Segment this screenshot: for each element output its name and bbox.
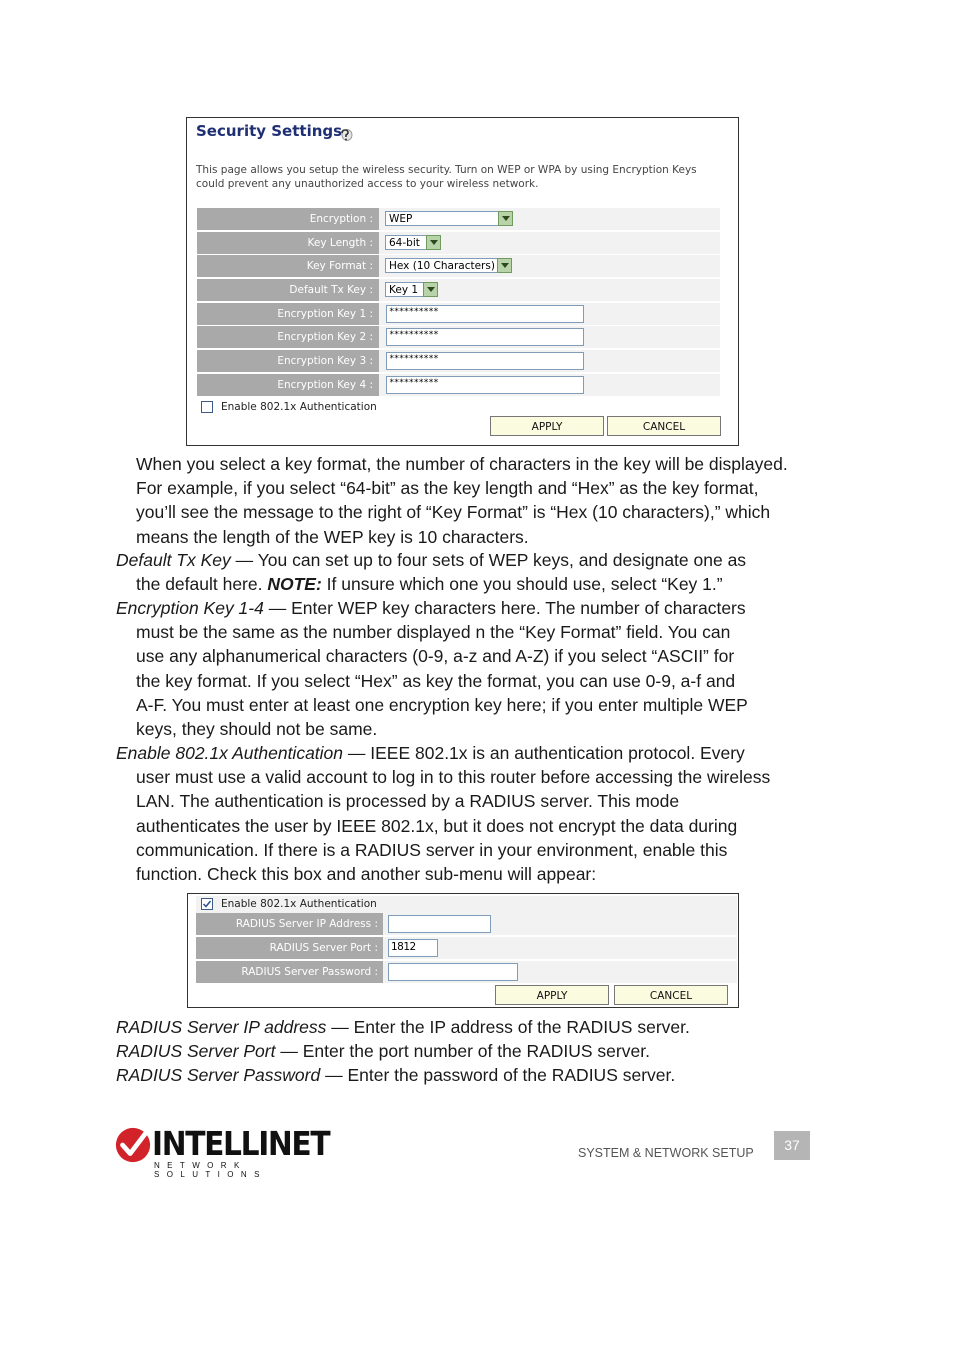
encryption-key-4-row [197,374,720,396]
encryption-key-1-input[interactable]: ********** [386,305,584,323]
chevron-down-icon[interactable] [497,258,512,273]
radius-enable-label: Enable 802.1x Authentication [221,898,377,910]
radius-password-input[interactable] [388,963,518,981]
radius-enable-checkbox[interactable] [201,898,213,910]
encryption-key-3-label: Encryption Key 3 : [197,350,379,372]
default-tx-key-select[interactable]: Key 1 [385,282,438,297]
radius-cancel-button[interactable]: CANCEL [614,985,728,1005]
enable-8021x-term: Enable 802.1x Authentication [116,743,344,763]
radius-port-row [196,937,737,959]
chevron-down-icon[interactable] [426,235,441,250]
key-length-row [197,232,720,254]
enable-8021x-checkbox[interactable] [201,401,213,413]
radius-password-term: RADIUS Server Password [116,1065,321,1086]
enable-8021x-label: Enable 802.1x Authentication [221,401,377,413]
radius-port-term: RADIUS Server Port [116,1041,276,1062]
key-length-label: Key Length : [197,232,379,254]
brand-name: INTELLINET [152,1124,330,1163]
encryption-key-term: Encryption Key 1-4 [116,598,264,618]
encryption-label: Encryption : [197,208,379,230]
encryption-key-paragraph: Encryption Key 1-4 — Enter WEP key characters here. The number of characters must be the same as the number displayed n the “Key Format” field. You can use any alphanumerical characters (0-9, a-z and A-Z) if you select “ASCII” for the key format. If you select “Hex” as key the format, you can use 0-9, a-f and A-F. You must enter at least one encryption key here; if you enter multiple WEP keys, they should not be same. [116,598,748,740]
default-tx-key-label: Default Tx Key : [197,279,379,301]
enable-8021x-row [201,401,377,413]
enable-8021x-paragraph: Enable 802.1x Authentication — IEEE 802.1x is an authentication protocol. Every user must use a valid account to log in to this router before accessing the wireless LAN. The authentication is processed by a RADIUS server. This mode authenticates the user by IEEE 802.1x, but it does not encrypt the data during communication. If there is a RADIUS server in your environment, enable this function. Check this box and another sub-menu will appear: [116,743,771,885]
section-name: SYSTEM & NETWORK SETUP [578,1146,754,1160]
apply-button[interactable]: APPLY [490,416,604,436]
checkmark-logo-icon [114,1126,152,1164]
radius-ip-input[interactable] [388,915,491,933]
key-format-select[interactable]: Hex (10 Characters) [385,258,512,273]
key-format-label: Key Format : [197,255,379,277]
encryption-key-2-label: Encryption Key 2 : [197,326,379,348]
encryption-select[interactable]: WEP [385,211,513,226]
radius-password-row [196,961,737,983]
default-tx-key-paragraph: Default Tx Key — You can set up to four sets of WEP keys, and designate one as the default here. NOTE: If unsure which one you should use, select “Key 1.” [116,550,747,595]
chevron-down-icon[interactable] [423,282,438,297]
radius-enable-row [196,896,737,913]
intro-text: This page allows you setup the wireless security. Turn on WEP or WPA by using Encryption Keys could prevent any unauthorized access to your wireless network. [196,164,697,190]
key-format-row [197,255,720,277]
default-tx-key-term: Default Tx Key [116,550,231,570]
encryption-key-2-row [197,326,720,348]
checkmark-icon [202,899,212,909]
key-format-paragraph: When you select a key format, the number of characters in the key will be displayed. For example, if you select “64-bit” as the key length and “Hex” as the key format, you’ll see the message to the right of “Key Format” is “Hex (10 characters),” which means the length of the WEP key is 10 characters. [136,454,788,547]
encryption-key-3-row [197,350,720,372]
radius-descriptions: RADIUS Server IP address — Enter the IP address of the RADIUS server. RADIUS Server Port — Enter the port number of the RADIUS server. RADIUS Server Password — Enter the password of the RADIUS server. [116,1017,690,1086]
note-label: NOTE: [267,574,322,595]
security-settings-title: Security Settings [196,122,343,140]
help-icon[interactable] [338,127,353,142]
encryption-row [197,208,720,230]
radius-ip-label: RADIUS Server IP Address : [196,913,383,935]
page-number: 37 [774,1131,810,1160]
encryption-key-1-label: Encryption Key 1 : [197,303,379,325]
default-tx-key-row [197,279,720,301]
security-settings-screenshot [186,117,739,446]
radius-port-label: RADIUS Server Port : [196,937,383,959]
cancel-button[interactable]: CANCEL [607,416,721,436]
encryption-key-4-label: Encryption Key 4 : [197,374,379,396]
encryption-key-4-input[interactable]: ********** [386,376,584,394]
radius-password-label: RADIUS Server Password : [196,961,383,983]
encryption-key-1-row [197,303,720,325]
radius-ip-term: RADIUS Server IP address [116,1017,327,1037]
radius-port-input[interactable]: 1812 [388,939,438,957]
intellinet-logo [114,1124,354,1179]
radius-apply-button[interactable]: APPLY [495,985,609,1005]
encryption-key-2-input[interactable]: ********** [386,328,584,346]
brand-subtitle: NETWORK SOLUTIONS [154,1161,267,1179]
chevron-down-icon[interactable] [498,211,513,226]
encryption-key-3-input[interactable]: ********** [386,352,584,370]
key-length-select[interactable]: 64-bit [385,235,441,250]
radius-ip-row [196,913,737,935]
radius-settings-screenshot [187,893,739,1008]
